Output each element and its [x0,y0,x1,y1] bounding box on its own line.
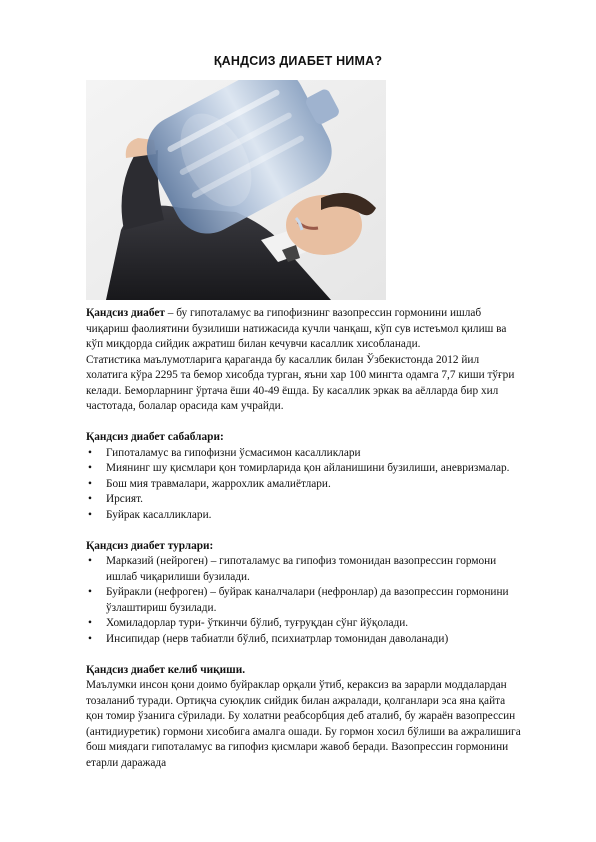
list-item: • Хомиладорлар тури- ўткинчи бўлиб, туғруқдан сўнг йўқолади. [86,616,522,632]
list-item: • Миянинг шу қисмлари қон томирларида қон айланишини бузилиши, аневризмалар. [86,461,522,477]
list-item: • Марказий (нейроген) – гипоталамус ва гипофиз томонидан вазопрессин гормони ишлаб чиқарилиши бузилади. [88,555,497,583]
bullet: • [88,555,92,567]
stats-paragraph: Статистика маълумотларига қараганда бу касаллик билан Ўзбекистонда 2012 йил холатига кўра 2295 та бемор хисобда турган, яъни хар 100 мингта одамга 7,7 киши тўғри келади. Беморларнинг ўртача ёши 40-49 ёшда. Бу касаллик эркак ва аёлларда бир хил частотада, болалар орасида кам учрайди. [86,353,515,412]
page-title: ҚАНДСИЗ ДИАБЕТ НИМА? [213,54,383,68]
bullet: • [88,477,92,490]
intro-paragraph [86,306,522,353]
types-heading: Қандсиз диабет турлари: [86,539,214,552]
causes-heading: Қандсиз диабет сабаблари: [86,431,224,443]
list-item: • Ирсият. [86,492,522,508]
list-item: • Гипоталамус ва гипофизни ўсмасимон касалликлари [86,446,522,462]
bullet: • [88,508,92,521]
bullet: • [88,617,92,629]
list-item: • Буйрак касалликлари. [86,508,522,524]
origin-paragraph: Маълумки инсон қони доимо буйраклар орқали ўтиб, кераксиз ва зарарли моддалардан тозаланиб туради. Ортиқча суюқлик сийдик билан ажралади, қолганлари эса яна қайта қон томир ўзанига сўрилади. Бу холатни реабсорбция деб аталиб, бу жараён вазопрессин (антидиуретик) гормони хисобига амалга ошади. Бу гормон хосил бўлиши ва ажралишига бош миядаги гипоталамус ва гипофиз қисмлари жавоб беради. Вазопрессин гормонини етарли даражада [86,679,521,769]
list-item: • Инсипидар (нерв табиатли бўлиб, психиатрлар томонидан даволанади) [86,632,522,648]
bullet: • [88,446,92,459]
bullet: • [88,462,92,474]
bullet: • [88,632,92,645]
article-body [86,306,522,771]
intro-definition: – бу гипоталамус ва гипофизнинг вазопрессин гормонини ишлаб чиқариш фаолиятини бузилиши натижасида кучли чанқаш, кўп сув истеъмол қилиш ва кўп миқдорда сийдик ажратиш билан кечувчи касаллик хисобланади. [86,307,507,350]
list-item: • Бош мия травмалари, жаррохлик амалиётлари. [86,477,522,493]
intro-term: Қандсиз диабет [86,307,165,319]
bullet: • [88,586,92,598]
origin-heading: Қандсиз диабет келиб чиқиши. [86,663,246,676]
list-item: • Буйракли (нефроген) – буйрак каналчалари (нефронлар) да вазопрессин гормонини ўзлаштириш бузилади. [88,586,509,614]
bullet: • [88,493,92,505]
man-drinking-from-water-bottle-image [86,80,386,300]
